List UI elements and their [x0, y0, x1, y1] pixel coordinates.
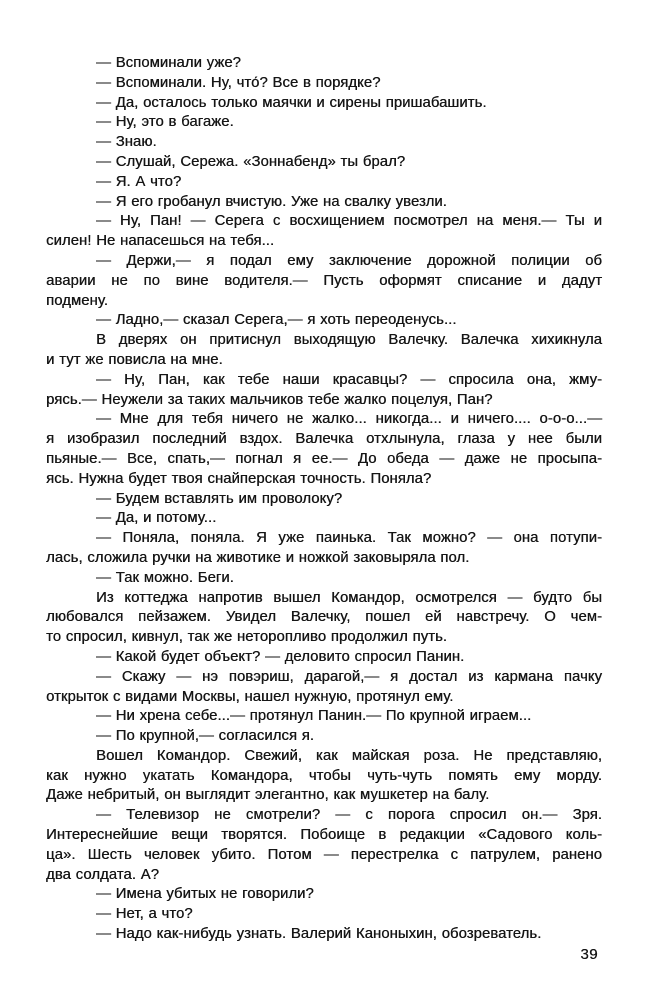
text-line: — Ну, это в багаже.	[96, 114, 234, 131]
text-line: подмену.	[46, 292, 108, 309]
text-line: два солдата. А?	[46, 866, 159, 883]
text-line: ясь. Нужна будет твоя снайперская точность. Поняла?	[46, 470, 432, 487]
page-number: 39	[580, 946, 598, 963]
text-line: Из коттеджа напротив вышел Командор, осмотрелся — будто бы	[96, 589, 602, 606]
text-line: и тут же повисла на мне.	[46, 351, 223, 368]
text-line: — Ну, Пан, как тебе наши красавцы? — спросила она, жму-	[96, 371, 602, 388]
text-line: — Нет, а что?	[96, 906, 193, 923]
text-line: — Имена убитых не говорили?	[96, 886, 314, 903]
text-line: как нужно укатать Командора, чтобы чуть-чуть помять ему морду.	[46, 767, 602, 784]
text-line: силен! Не напасешься на тебя...	[46, 233, 275, 250]
text-line: В дверях он притиснул выходящую Валечку. Валечка хихикнула	[96, 332, 602, 349]
text-line: Даже небритый, он выглядит элегантно, как мушкетер на балу.	[46, 787, 490, 804]
text-line: — Ни хрена себе...— протянул Панин.— По крупной играем...	[96, 708, 532, 725]
text-line: я изобразил последний вздох. Валечка отхлынула, глаза у нее были	[46, 431, 602, 448]
text-line: — Я его гробанул вчистую. Уже на свалку увезли.	[96, 193, 447, 210]
text-line: Вошел Командор. Свежий, как майская роза. Не представляю,	[96, 747, 602, 764]
text-line: — Так можно. Беги.	[96, 569, 234, 586]
text-line: — Ну, Пан! — Серега с восхищением посмотрел на меня.— Ты и	[96, 213, 602, 230]
text-line: пьяные.— Все, спать,— погнал я ее.— До обеда — даже не просыпа-	[46, 450, 602, 467]
text-line: — Какой будет объект? — деловито спросил Панин.	[96, 648, 465, 665]
text-line: — Знаю.	[96, 134, 157, 151]
text-line: ца». Шесть человек убито. Потом — перестрелка с патрулем, ранено	[46, 846, 602, 863]
text-line: — Скажу — нэ повэриш, дарагой,— я достал из кармана пачку	[96, 668, 602, 685]
page-text	[46, 54, 602, 945]
text-line: лась, сложила ручки на животике и ножкой заковыряла пол.	[46, 549, 470, 566]
text-line: — Да, и потому...	[96, 510, 217, 527]
text-line: — Слушай, Сережа. «Зоннабенд» ты брал?	[96, 153, 406, 170]
text-line: — Ладно,— сказал Серега,— я хоть переоденусь...	[96, 312, 457, 329]
text-line: Интереснейшие вещи творятся. Побоище в редакции «Садового коль-	[46, 827, 602, 844]
text-line: — Я. А что?	[96, 173, 182, 190]
text-line: — Мне для тебя ничего не жалко... никогда... и ничего.... о-о-о...—	[96, 411, 602, 428]
text-line: — По крупной,— согласился я.	[96, 728, 314, 745]
text-line: — Будем вставлять им проволоку?	[96, 490, 343, 507]
text-line: — Телевизор не смотрели? — с порога спросил он.— Зря.	[96, 807, 602, 824]
text-line: рясь.— Неужели за таких мальчиков тебе жалко поцелуя, Пан?	[46, 391, 493, 408]
text-line: — Вспоминали. Ну, что́? Все в порядке?	[96, 74, 381, 91]
text-line: открыток с видами Москвы, нашел нужную, протянул ему.	[46, 688, 454, 705]
text-line: любовался пейзажем. Увидел Валечку, пошел ей навстречу. О чем-	[46, 609, 602, 626]
text-line: то спросил, кивнул, так же неторопливо продолжил путь.	[46, 629, 447, 646]
text-line: — Вспоминали уже?	[96, 55, 241, 71]
text-line: — Да, осталось только маячки и сирены пришабашить.	[96, 94, 487, 111]
text-line: аварии не по вине водителя.— Пусть оформят списание и дадут	[46, 272, 602, 289]
text-line: — Надо как-нибудь узнать. Валерий Каноныхин, обозреватель.	[96, 926, 542, 943]
text-line: — Поняла, поняла. Я уже паинька. Так можно? — она потупи-	[96, 530, 602, 547]
text-line: — Держи,— я подал ему заключение дорожной полиции об	[96, 252, 602, 269]
